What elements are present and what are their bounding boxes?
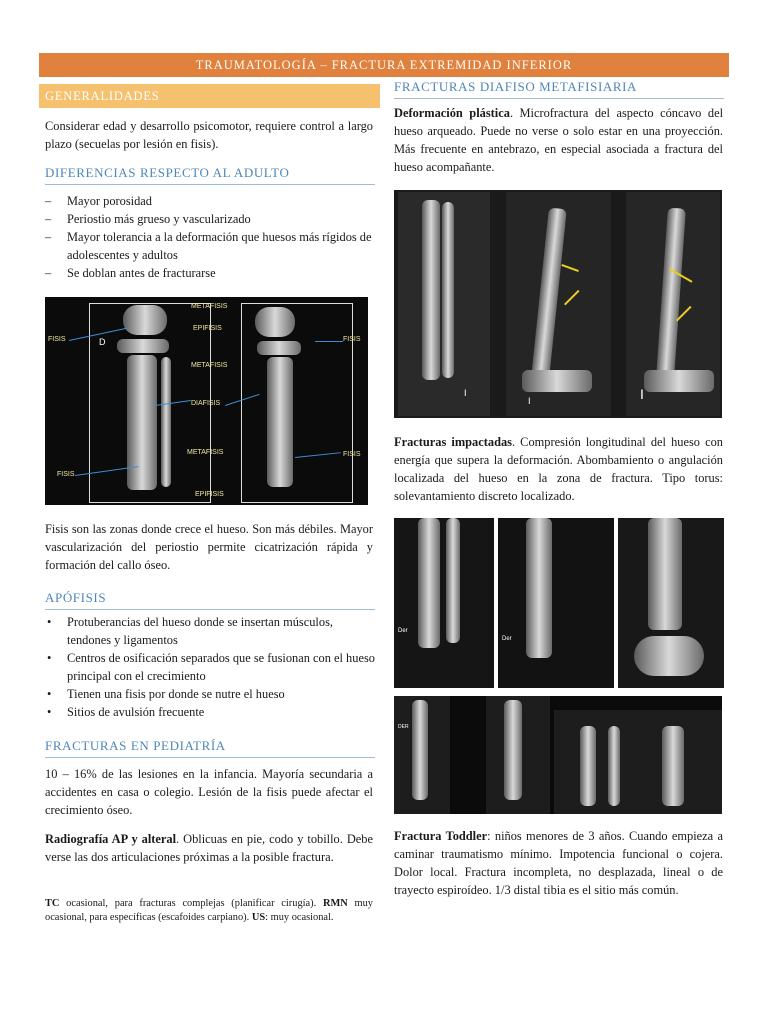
list-item: • Sitios de avulsión frecuente [45,703,375,721]
elbow-bone [644,370,714,392]
toddler-xray-image [394,696,722,814]
list-item: • Protuberancias del hueso donde se insertan músculos, tendones y ligamentos [45,613,375,649]
wrist-bone [634,636,704,676]
list-item: – Se doblan antes de fracturarse [45,264,375,282]
xray-frame-right [241,303,353,503]
femur-distal-left [123,305,167,335]
forearm-bone [526,518,552,658]
tibia-bone [412,700,428,800]
marker-i: I [528,396,531,406]
list-item: – Mayor tolerancia a la deformación que huesos más rígidos de adolescentes y adultos [45,228,375,264]
list-item: • Tienen una fisis por donde se nutre el hueso [45,685,375,703]
label-diafisis: DIAFISIS [191,400,221,407]
radius-bone [422,200,440,380]
side-marker: D [99,337,106,347]
imaging-paragraph [45,897,373,925]
label-fisis-bottom-right: FISIS [343,451,361,458]
radius-bone [418,518,440,648]
label-metafisis-low: METAFISIS [187,449,224,456]
xray-panel [498,518,614,688]
marker-der: Der [398,628,408,634]
diafiso-heading: FRACTURAS DIAFISO METAFISIARIA [394,79,724,99]
label-metafisis-mid: METAFISIS [191,362,228,369]
apofisis-list [45,613,375,721]
fibula-bone [608,726,620,806]
marker-der: DER [398,724,409,730]
list-item: – Mayor porosidad [45,192,375,210]
tibia-epiphysis-right [257,341,301,355]
rmn-bold: RMN [322,898,348,909]
marker-i: I [640,386,644,402]
knee-xray-labeled-image [45,297,368,505]
tibia-bone [504,700,522,800]
radiografia-text: . Oblicuas en pie, codo y tobillo. Debe verse las dos articulaciones próximas a la posible fractura. [45,832,373,864]
xray-panel [394,518,494,688]
list-item: • Centros de osificación separados que se fusionan con el hueso principal con el crecimiento [45,649,375,685]
pointer-line [315,341,343,342]
diferencias-list [45,192,375,282]
torus-xray-image [394,518,724,688]
label-epifisis-top: EPIFISIS [193,325,222,332]
generalidades-heading [39,84,380,108]
toddler-bold: Fractura Toddler [394,829,488,843]
tibia-bone [662,726,684,806]
pediatria-text: 10 – 16% de las lesiones en la infancia. Mayoría secundaria a accidentes en casa o colegio. Lesión de la fisis puede afectar el crecimiento óseo. [45,767,373,817]
tc-bold: TC [45,898,60,909]
elbow-bone [522,370,592,392]
generalidades-text: Considerar edad y desarrollo psicomotor, requiere control a largo plazo (secuelas por lesión en fisis). [45,119,373,151]
tibia-bone [580,726,596,806]
fibula-left [161,357,171,487]
femur-distal-right [255,307,295,337]
deformacion-text: . Microfractura del aspecto cóncavo del hueso arqueado. Puede no verse o solo estar en una proyección. Más frecuente en antebrazo, en especial asociada a fractura del hueso acompañante. [394,106,724,174]
generalidades-heading-text: GENERALIDADES [45,88,160,103]
tibia-shaft-right [267,357,293,487]
apofisis-heading: APÓFISIS [45,590,375,610]
label-metafisis-top: METAFISIS [191,303,228,310]
radiografia-bold: Radiografía AP y alteral [45,832,177,846]
forearm-xray-image [394,190,722,418]
banner-title: TRAUMATOLOGÍA – FRACTURA EXTREMIDAD INFERIOR [195,57,573,72]
label-epifisis-low: EPIFISIS [195,491,224,498]
ulna-bone [446,518,460,643]
toddler-text: : niños menores de 3 años. Cuando empieza a caminar traumatismo mínimo. Impotencia funcional o cojera. Dolor local. Fractura incompleta, no desplazada, lineal o de trayecto espiroídeo. 1/3 distal tibia es el sitio más común. [394,829,723,897]
radiografia-paragraph [45,830,373,866]
toddler-paragraph [394,827,723,899]
label-fisis-right: FISIS [343,336,361,343]
marker-der: Der [502,636,512,642]
page-banner [39,53,729,77]
diferencias-heading: DIFERENCIAS RESPECTO AL ADULTO [45,165,375,185]
us-bold: US [251,912,266,923]
impactadas-paragraph [394,433,723,505]
fisis-text: Fisis son las zonas donde crece el hueso. Son más débiles. Mayor vascularización del periostio permite cicatrización rápida y formación del callo óseo. [45,522,373,572]
impactadas-bold: Fracturas impactadas [394,435,512,449]
list-item: – Periostio más grueso y vascularizado [45,210,375,228]
label-fisis-left: FISIS [48,336,66,343]
us-text: : muy ocasional. [265,912,334,923]
tibia-shaft-left [127,355,157,490]
deformacion-bold: Deformación plástica [394,106,510,120]
ulna-bone [442,202,454,378]
deformacion-paragraph [394,104,723,176]
pediatria-heading: FRACTURAS EN PEDIATRÍA [45,738,375,758]
impactadas-text: . Compresión longitudinal del hueso con energía que supera la deformación. Abombamiento o angulación localizada del hueso en la zona de fractura. Tipo torus: solevantamiento discreto localizado. [394,435,723,503]
tibia-epiphysis-left [117,339,169,353]
tc-text: ocasional, para fracturas complejas (planificar cirugía). [59,898,323,909]
label-fisis-bottom-left: FISIS [57,471,75,478]
marker-i: I [464,388,467,398]
forearm-bone [648,518,682,630]
rmn-text: muy ocasional, para específicas (escafoides carpiano). [45,898,373,923]
